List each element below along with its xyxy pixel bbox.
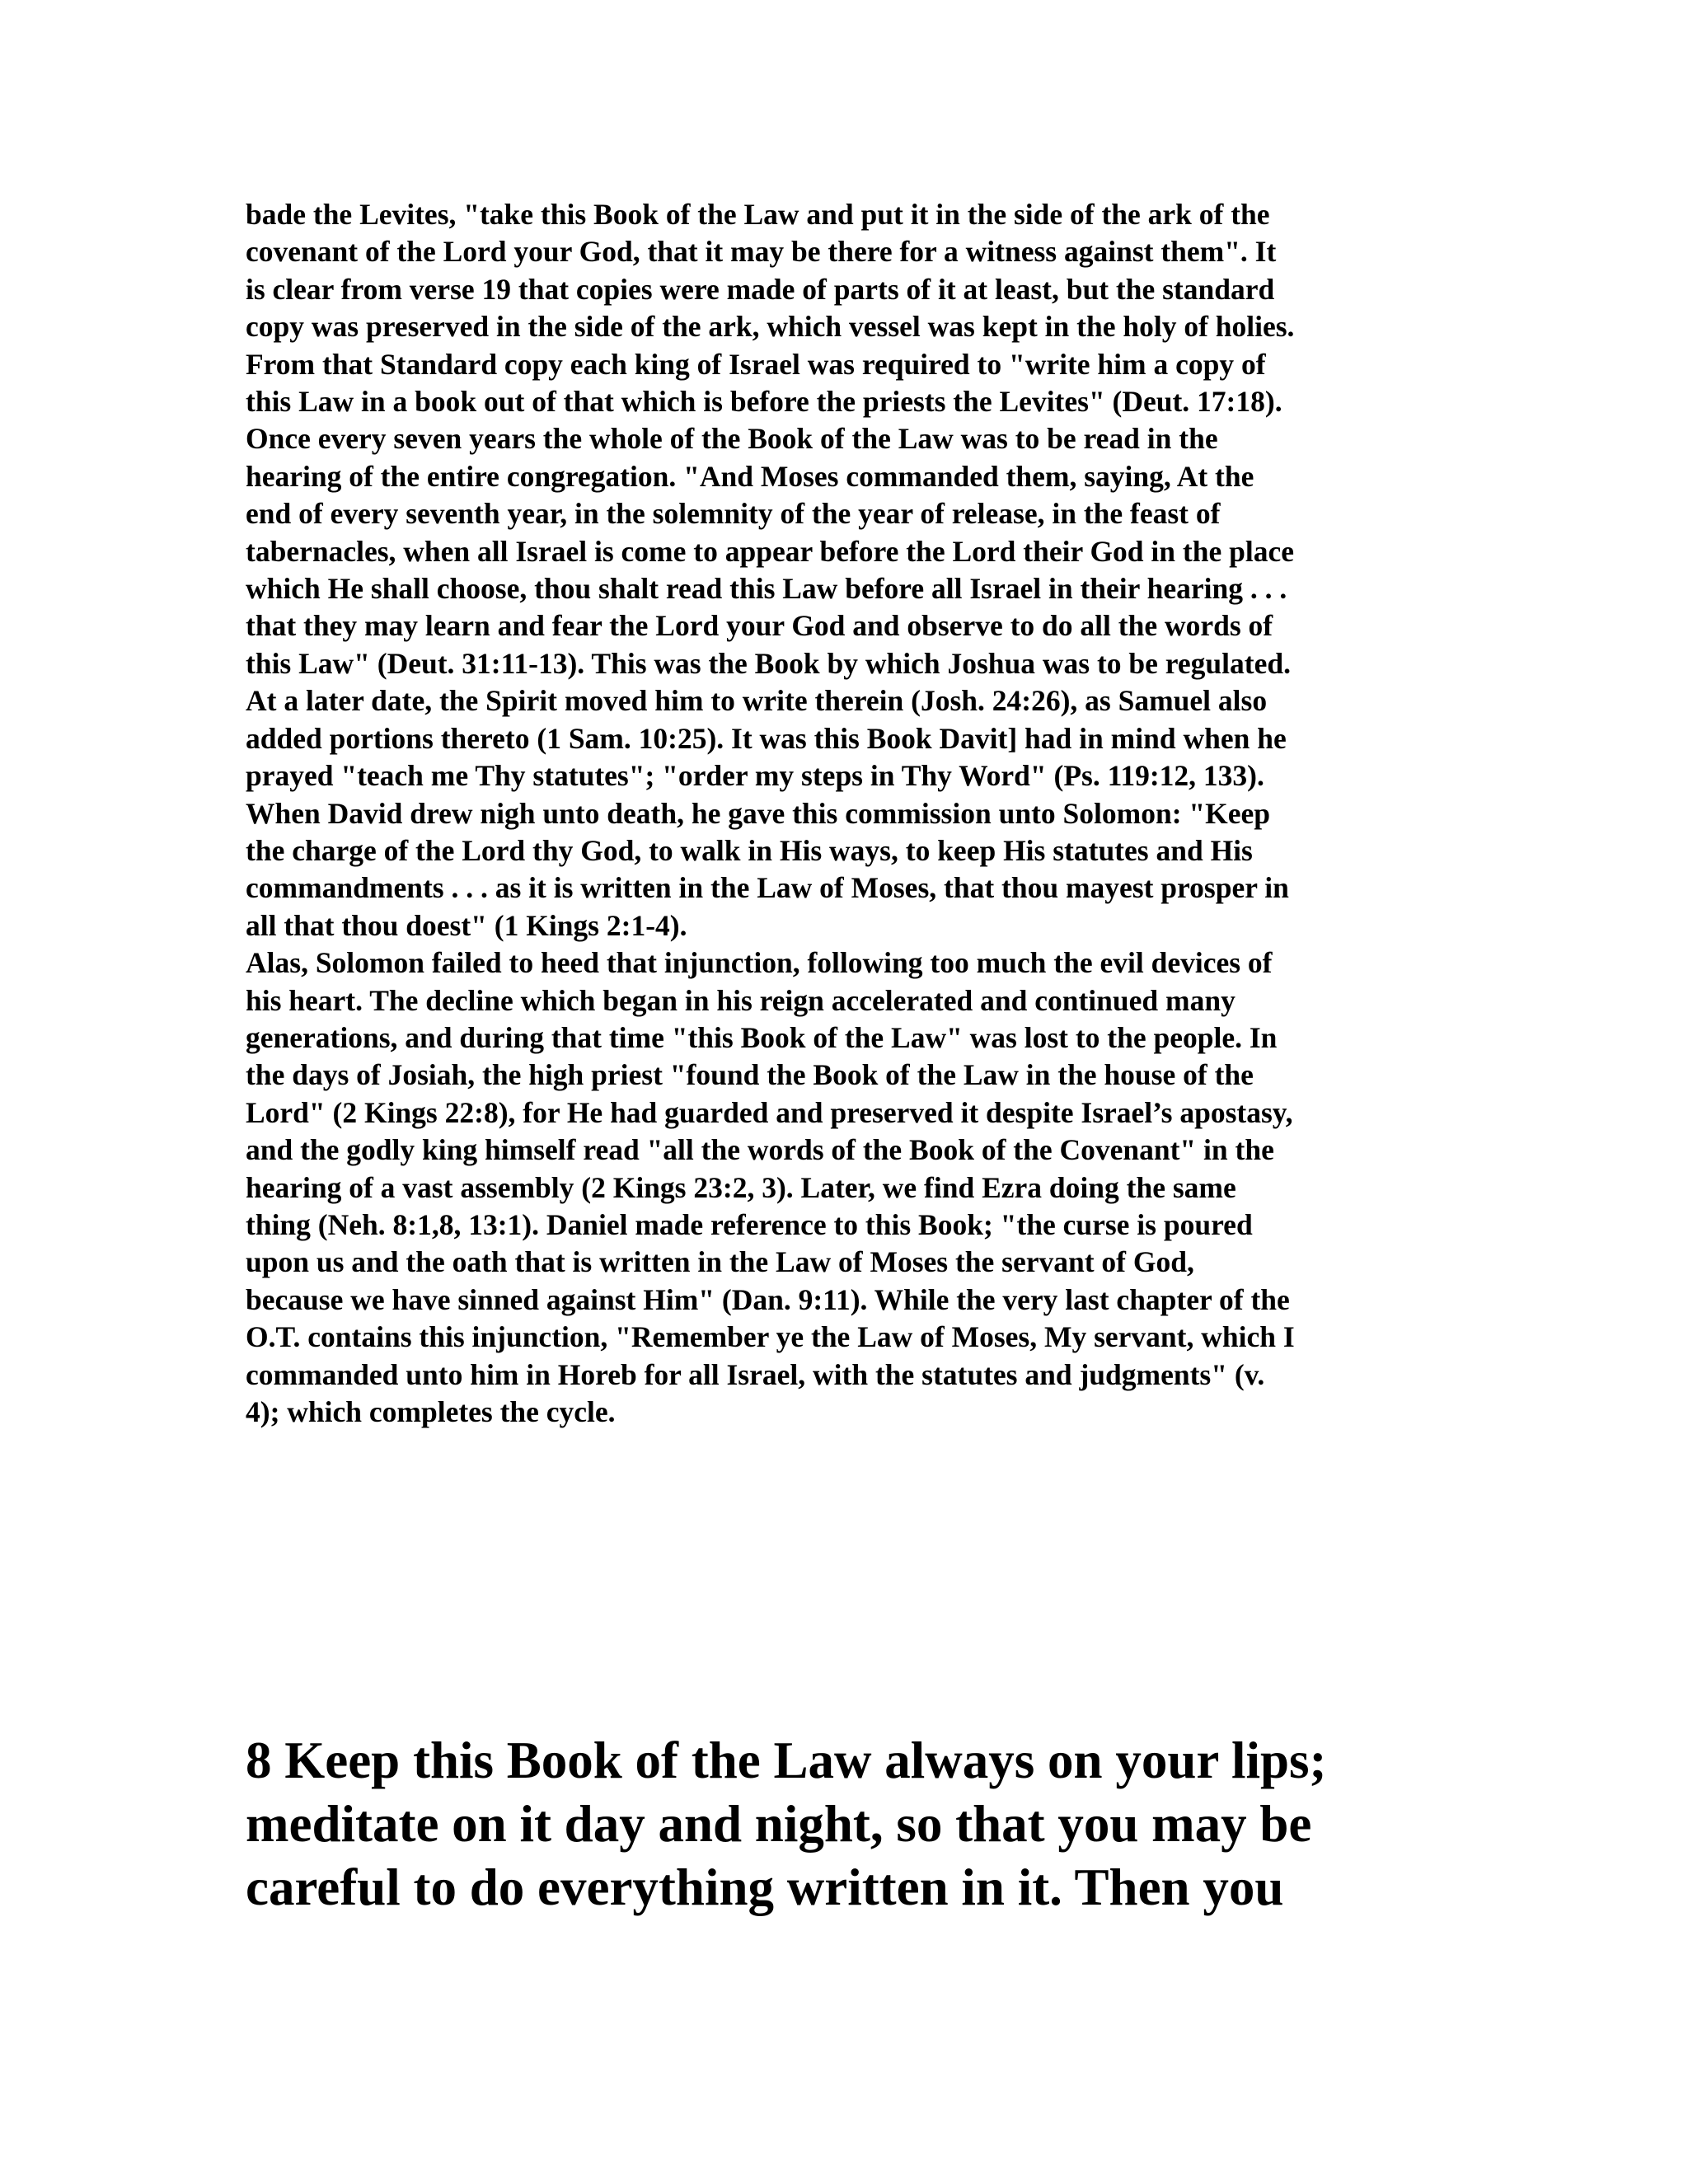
body-line: end of every seventh year, in the solemnity of the year of release, in the feast of [246, 497, 1221, 531]
body-line: is clear from verse 19 that copies were made of parts of it at least, but the standard [246, 272, 1275, 306]
body-line: commanded unto him in Horeb for all Israel, with the statutes and judgments" (v. [246, 1357, 1265, 1391]
body-line: and the godly king himself read "all the words of the Book of the Covenant" in the [246, 1133, 1274, 1167]
body-line: hearing of the entire congregation. "And Moses commanded them, saying, At the [246, 459, 1254, 493]
body-line: generations, and during that time "this Book of the Law" was lost to the people. In [246, 1020, 1278, 1054]
body-line: Alas, Solomon failed to heed that injunction, following too much the evil devices of [246, 946, 1273, 980]
body-line: prayed "teach me Thy statutes"; "order my steps in Thy Word" (Ps. 119:12, 133). [246, 759, 1264, 793]
heading-line: careful to do everything written in it. Then you [246, 1858, 1284, 1916]
body-line: this Law" (Deut. 31:11-13). This was the Book by which Joshua was to be regulated. [246, 646, 1291, 680]
body-line: all that thou doest" (1 Kings 2:1-4). [246, 908, 687, 942]
body-line: because we have sinned against Him" (Dan. 9:11). While the very last chapter of the [246, 1282, 1290, 1316]
body-line: At a later date, the Spirit moved him to write therein (Josh. 24:26), as Samuel also [246, 684, 1268, 718]
body-line: the days of Josiah, the high priest "found the Book of the Law in the house of the [246, 1058, 1254, 1092]
heading-line: 8 Keep this Book of the Law always on your lips; [246, 1732, 1327, 1789]
body-line: hearing of a vast assembly (2 Kings 23:2, 3). Later, we find Ezra doing the same [246, 1170, 1236, 1204]
body-line: Lord" (2 Kings 22:8), for He had guarded and preserved it despite Israel’s apostasy, [246, 1095, 1293, 1129]
body-line: this Law in a book out of that which is before the priests the Levites" (Deut. 17:18). [246, 385, 1282, 419]
body-line: bade the Levites, "take this Book of the Law and put it in the side of the ark of the [246, 198, 1270, 231]
heading-line: meditate on it day and night, so that you may be [246, 1795, 1312, 1853]
body-line: 4); which completes the cycle. [246, 1395, 616, 1428]
body-line: the charge of the Lord thy God, to walk in His ways, to keep His statutes and His [246, 833, 1253, 867]
body-line: copy was preserved in the side of the ark, which vessel was kept in the holy of holies. [246, 310, 1295, 344]
body-line: covenant of the Lord your God, that it may be there for a witness against them". It [246, 235, 1277, 269]
verse-heading [246, 1729, 1449, 1919]
body-line: which He shall choose, thou shalt read this Law before all Israel in their hearing . . . [246, 572, 1287, 606]
body-line: that they may learn and fear the Lord your God and observe to do all the words of [246, 609, 1273, 643]
body-line: From that Standard copy each king of Israel was required to "write him a copy of [246, 347, 1266, 381]
body-line: thing (Neh. 8:1,8, 13:1). Daniel made reference to this Book; "the curse is poured [246, 1207, 1253, 1241]
body-line: Once every seven years the whole of the Book of the Law was to be read in the [246, 422, 1218, 456]
body-line: his heart. The decline which began in his reign accelerated and continued many [246, 983, 1236, 1017]
body-paragraphs [246, 196, 1449, 1431]
body-line: commandments . . . as it is written in the Law of Moses, that thou mayest prosper in [246, 871, 1289, 905]
body-line: added portions thereto (1 Sam. 10:25). It was this Book Davit] had in mind when he [246, 721, 1287, 755]
body-line: upon us and the oath that is written in the Law of Moses the servant of God, [246, 1245, 1194, 1279]
body-line: tabernacles, when all Israel is come to appear before the Lord their God in the place [246, 534, 1294, 568]
body-line: When David drew nigh unto death, he gave this commission unto Solomon: "Keep [246, 796, 1270, 830]
body-line: O.T. contains this injunction, "Remember ye the Law of Moses, My servant, which I [246, 1320, 1295, 1354]
